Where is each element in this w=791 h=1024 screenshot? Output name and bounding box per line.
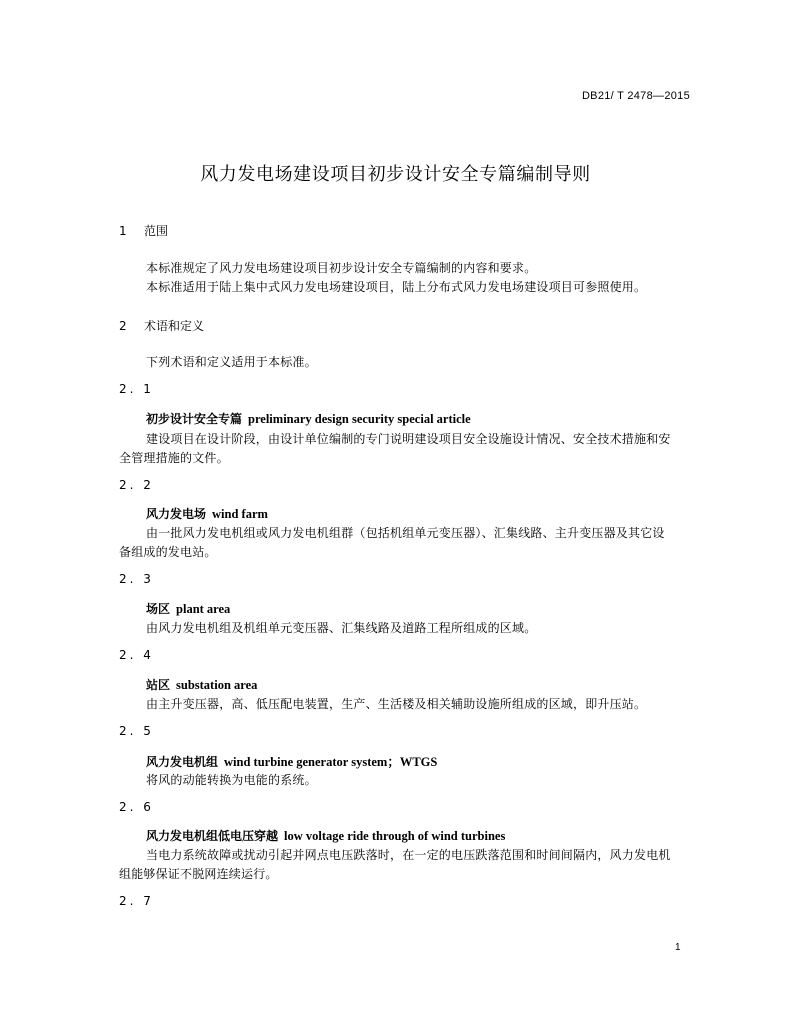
term-zh: 风力发电机组	[146, 755, 219, 769]
clause-number: 2. 6	[119, 800, 154, 814]
term-heading	[146, 827, 505, 844]
definition-line: 由一批风力发电机组或风力发电机组群（包括机组单元变压器）、汇集线路、主升变压器及其它设	[146, 526, 665, 540]
term-zh: 风力发电场	[146, 507, 207, 521]
section-title: 范围	[144, 224, 169, 238]
term-heading	[146, 752, 437, 770]
term-en: wind turbine generator system；WTGS	[224, 755, 438, 769]
term-zh: 初步设计安全专篇	[146, 412, 243, 426]
term-en: wind farm	[212, 507, 268, 521]
document-code: DB21/ T 2478—2015	[581, 90, 690, 102]
document-title: 风力发电场建设项目初步设计安全专篇编制导则	[200, 164, 591, 185]
paragraph: 下列术语和定义适用于本标准。	[146, 355, 317, 369]
clause-number: 2. 3	[119, 572, 154, 586]
definition-line: 将风的动能转换为电能的系统。	[146, 773, 317, 787]
term-en: plant area	[176, 602, 231, 616]
section-heading-terms	[119, 317, 204, 334]
section-title: 术语和定义	[144, 319, 205, 333]
term-heading	[146, 676, 257, 693]
term-zh: 站区	[146, 678, 171, 692]
clause-number: 2. 5	[119, 724, 154, 738]
definition-line: 由风力发电机组及机组单元变压器、汇集线路及道路工程所组成的区域。	[146, 621, 537, 635]
clause-number: 2. 2	[119, 478, 154, 492]
term-en: substation area	[176, 678, 258, 692]
definition-line: 全管理措施的文件。	[119, 451, 229, 465]
term-heading	[146, 410, 471, 427]
section-heading-scope	[119, 222, 168, 239]
definition-line: 当电力系统故障或扰动引起并网点电压跌落时，在一定的电压跌落范围和时间间隔内，风力发电机	[146, 848, 671, 862]
definition-line: 由主升变压器，高、低压配电装置，生产、生活楼及相关辅助设施所组成的区域，即升压站。	[146, 697, 647, 711]
term-en: low voltage ride through of wind turbines	[284, 829, 506, 843]
term-zh: 风力发电机组低电压穿越	[146, 829, 279, 843]
page-number: 1	[675, 942, 681, 953]
definition-line: 备组成的发电站。	[119, 545, 217, 559]
term-heading	[146, 505, 268, 522]
term-zh: 场区	[146, 602, 171, 616]
definition-line: 组能够保证不脱网连续运行。	[119, 867, 278, 881]
clause-number: 2. 1	[119, 382, 154, 396]
definition-line: 建设项目在设计阶段，由设计单位编制的专门说明建设项目安全设施设计情况、安全技术措施和安	[146, 432, 671, 446]
term-en: preliminary design security special article	[248, 412, 471, 426]
section-number: 2	[119, 319, 127, 333]
section-number: 1	[119, 224, 127, 238]
paragraph: 本标准适用于陆上集中式风力发电场建设项目，陆上分布式风力发电场建设项目可参照使用。	[146, 280, 647, 294]
paragraph: 本标准规定了风力发电场建设项目初步设计安全专篇编制的内容和要求。	[146, 261, 537, 275]
term-heading	[146, 600, 230, 617]
clause-number: 2. 7	[119, 894, 154, 908]
clause-number: 2. 4	[119, 648, 154, 662]
